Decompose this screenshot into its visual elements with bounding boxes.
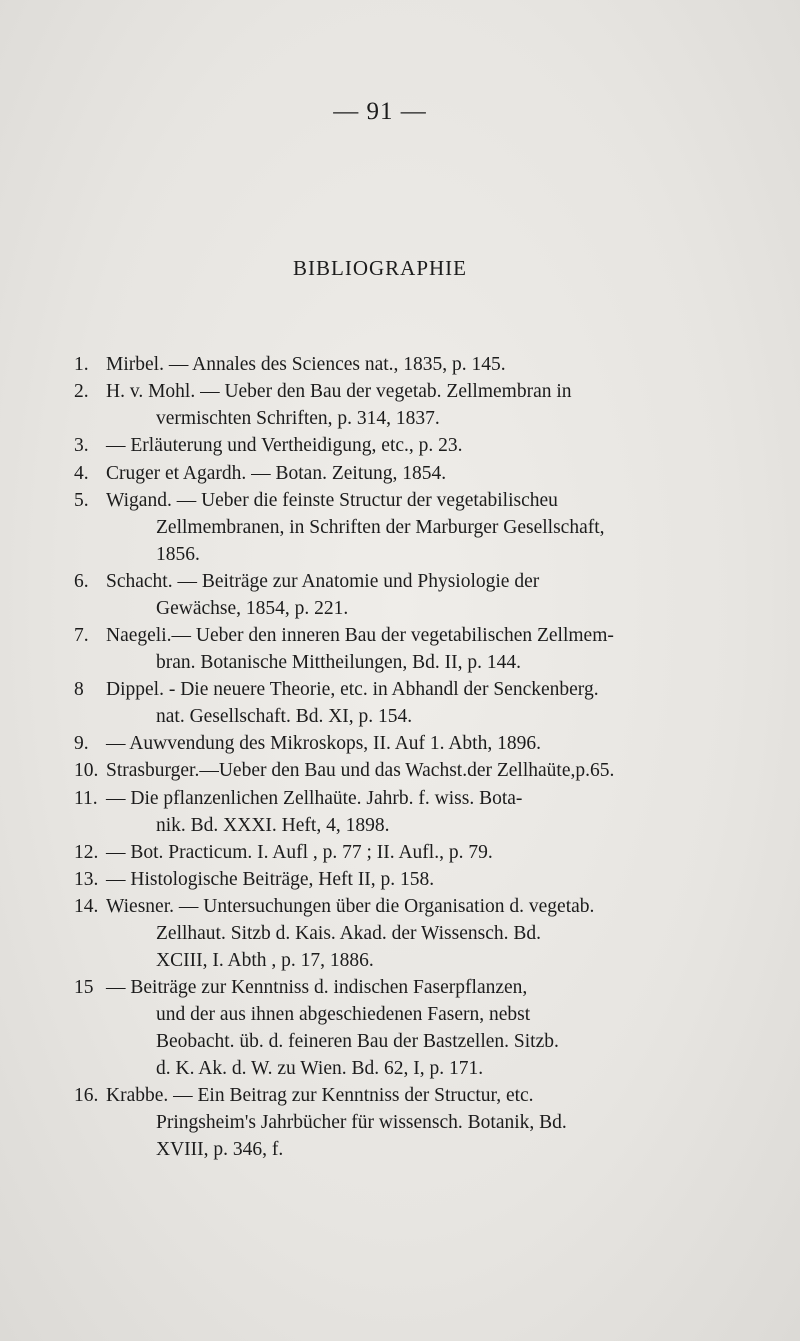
entry-line: Cruger et Agardh. — Botan. Zeitung, 1854.: [106, 462, 447, 484]
entry-line: Wiesner. — Untersuchungen über die Organisation d. vegetab.: [106, 896, 595, 918]
entry-number: 12.: [74, 841, 99, 863]
page-number: — 91 —: [333, 98, 427, 125]
entry-number: 10.: [74, 760, 99, 782]
entry-number: 9.: [74, 733, 89, 755]
bibliography-entry: [68, 1083, 708, 1163]
entry-number: 11.: [74, 787, 98, 809]
entry-number: 16.: [74, 1085, 99, 1107]
entry-line: XVIII, p. 346, f.: [156, 1138, 284, 1160]
bibliography-entry: [68, 731, 708, 758]
entry-line: — Die pflanzenlichen Zellhaüte. Jahrb. f. wiss. Bota-: [106, 787, 523, 809]
entry-number: 3.: [74, 435, 89, 457]
bibliography-entry: [68, 677, 708, 731]
entry-line: und der aus ihnen abgeschiedenen Fasern, nebst: [156, 1004, 531, 1026]
entry-line: Krabbe. — Ein Beitrag zur Kenntniss der Structur, etc.: [106, 1085, 534, 1107]
bibliography-entry: [68, 867, 708, 894]
bibliography-entry: [68, 352, 708, 379]
entry-number: 4.: [74, 462, 89, 484]
entry-line: Gewächse, 1854, p. 221.: [156, 597, 349, 619]
entry-line: Zellmembranen, in Schriften der Marburger Gesellschaft,: [156, 516, 605, 538]
bibliography-list: [68, 352, 708, 1164]
entry-number: 13.: [74, 869, 99, 891]
entry-line: Zellhaut. Sitzb d. Kais. Akad. der Wissensch. Bd.: [156, 923, 542, 945]
entry-line: bran. Botanische Mittheilungen, Bd. II, p. 144.: [156, 651, 522, 673]
bibliography-entry: [68, 461, 708, 488]
entry-line: XCIII, I. Abth , p. 17, 1886.: [156, 950, 374, 972]
bibliography-entry: [68, 758, 708, 785]
entry-line: Schacht. — Beiträge zur Anatomie und Physiologie der: [106, 570, 540, 592]
bibliography-entry: [68, 623, 708, 677]
bibliography-entry: [68, 975, 708, 1082]
entry-line: Mirbel. — Annales des Sciences nat., 1835, p. 145.: [106, 354, 506, 375]
bibliography-entry: [68, 786, 708, 840]
entry-line: — Beiträge zur Kenntniss d. indischen Faserpflanzen,: [106, 977, 528, 999]
entry-line: Dippel. - Die neuere Theorie, etc. in Abhandl der Senckenberg.: [106, 679, 599, 701]
entry-number: 8: [74, 679, 84, 701]
entry-line: — Bot. Practicum. I. Aufl , p. 77 ; II. Aufl., p. 79.: [106, 841, 493, 863]
entry-line: Pringsheim's Jahrbücher für wissensch. Botanik, Bd.: [156, 1111, 567, 1133]
entry-line: nik. Bd. XXXI. Heft, 4, 1898.: [156, 814, 390, 836]
entry-line: 1856.: [156, 543, 200, 565]
entry-number: 1.: [74, 354, 89, 375]
entry-number: 2.: [74, 381, 89, 403]
entry-line: H. v. Mohl. — Ueber den Bau der vegetab. Zellmembran in: [106, 381, 572, 403]
entry-line: d. K. Ak. d. W. zu Wien. Bd. 62, I, p. 171.: [156, 1057, 484, 1079]
entry-line: Wigand. — Ueber die feinste Structur der vegetabilischeu: [106, 489, 558, 511]
entry-number: 15: [74, 977, 94, 999]
entry-line: vermischten Schriften, p. 314, 1837.: [156, 408, 440, 430]
bibliography-entry: [68, 433, 708, 460]
bibliography-title: BIBLIOGRAPHIE: [293, 256, 467, 280]
entry-number: 7.: [74, 624, 89, 646]
bibliography-entry: [68, 488, 708, 568]
bibliography-entry: [68, 379, 708, 433]
entry-line: Beobacht. üb. d. feineren Bau der Bastzellen. Sitzb.: [156, 1030, 559, 1052]
bibliography-entry: [68, 569, 708, 623]
entry-number: 5.: [74, 489, 89, 511]
bibliography-entry: [68, 894, 708, 974]
entry-line: Strasburger.—Ueber den Bau und das Wachst.der Zellhaüte,p.65.: [106, 760, 615, 782]
entry-number: 14.: [74, 896, 99, 918]
entry-line: — Auwvendung des Mikroskops, II. Auf 1. Abth, 1896.: [106, 733, 541, 755]
entry-number: 6.: [74, 570, 89, 592]
entry-line: nat. Gesellschaft. Bd. XI, p. 154.: [156, 705, 413, 727]
entry-line: — Erläuterung und Vertheidigung, etc., p. 23.: [106, 435, 463, 457]
entry-line: — Histologische Beiträge, Heft II, p. 158.: [106, 869, 435, 891]
entry-line: Naegeli.— Ueber den inneren Bau der vegetabilischen Zellmem-: [106, 624, 614, 646]
bibliography-entry: [68, 840, 708, 867]
